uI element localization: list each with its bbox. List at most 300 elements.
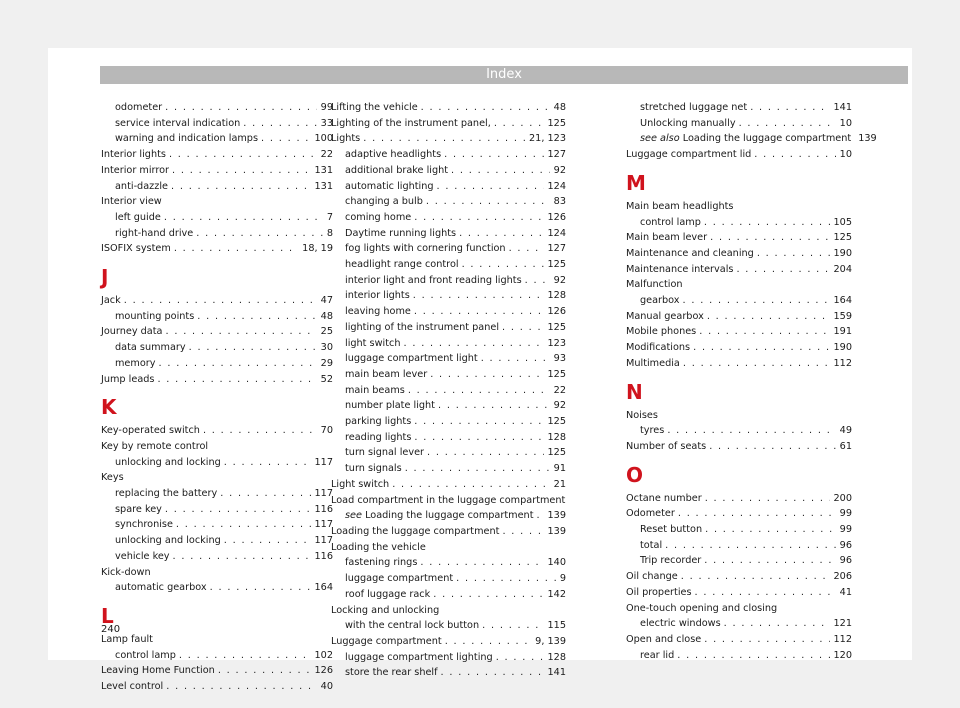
index-subentry xyxy=(626,616,852,632)
index-subentry xyxy=(101,309,333,325)
index-subentry xyxy=(331,241,566,257)
index-page-ref: 22 xyxy=(553,384,566,396)
index-entry-text: Journey data xyxy=(101,326,163,338)
index-subentry xyxy=(331,383,566,399)
index-page-ref: 139 xyxy=(547,525,566,537)
index-entry-text: Number of seats xyxy=(626,440,707,452)
dot-leader xyxy=(438,665,544,681)
index-page-ref: 125 xyxy=(547,321,566,333)
dot-leader xyxy=(163,679,316,695)
index-entry-text: stretched luggage net xyxy=(640,102,748,113)
index-page-ref: 99 xyxy=(839,508,852,520)
dot-leader xyxy=(194,309,316,325)
index-entry-text: Unlocking manually xyxy=(640,117,736,129)
index-subentry xyxy=(331,414,566,430)
index-entry-text: Lighting of the instrument panel, xyxy=(331,117,491,129)
index-entry-text: luggage compartment xyxy=(345,573,454,585)
index-subentry xyxy=(626,131,877,147)
index-entry-text: Modifications xyxy=(626,342,691,354)
dot-leader xyxy=(417,555,543,571)
index-topic: Locking and unlocking xyxy=(331,604,440,616)
index-subentry xyxy=(101,356,333,372)
dot-leader xyxy=(217,486,310,502)
index-entry-text: Lights xyxy=(331,133,361,145)
index-page-ref: 30 xyxy=(320,342,333,354)
index-page-ref: 48 xyxy=(553,102,566,113)
dot-leader xyxy=(435,398,550,414)
index-subentry xyxy=(331,555,566,571)
dot-leader xyxy=(751,147,835,163)
index-page-ref: 8 xyxy=(326,227,333,239)
index-page-ref: 112 xyxy=(833,357,852,369)
index-subentry xyxy=(101,100,333,116)
dot-leader xyxy=(680,356,830,372)
index-subentry xyxy=(331,179,566,195)
index-entry-text: luggage compartment light xyxy=(345,353,478,365)
index-entry xyxy=(626,324,852,340)
dot-leader xyxy=(702,522,836,538)
dot-leader xyxy=(706,439,835,455)
index-page-ref: 125 xyxy=(833,232,852,244)
index-page-ref: 21 xyxy=(553,478,566,490)
index-page-ref: 139 xyxy=(547,510,566,522)
index-entry-text: vehicle key xyxy=(115,550,170,562)
index-page-ref: 18, 19 xyxy=(302,243,333,255)
index-subentry xyxy=(331,445,566,461)
dot-leader xyxy=(360,131,525,147)
dot-leader xyxy=(186,340,317,356)
index-entry xyxy=(331,116,566,132)
dot-leader xyxy=(754,246,830,262)
dot-leader xyxy=(453,571,556,587)
index-page-ref: 25 xyxy=(320,326,333,338)
index-subentry xyxy=(101,131,333,147)
index-entry xyxy=(626,340,852,356)
dot-leader xyxy=(690,340,829,356)
index-page-ref: 102 xyxy=(314,649,333,661)
index-subentry xyxy=(331,320,566,336)
index-page-ref: 125 xyxy=(547,259,566,271)
index-entry-text: Loading the luggage compartment xyxy=(331,525,500,537)
index-column-3 xyxy=(626,100,877,663)
index-subentry xyxy=(101,533,333,549)
index-page-ref: 131 xyxy=(314,180,333,192)
index-entry xyxy=(626,356,852,372)
index-entry-text: Level control xyxy=(101,681,164,693)
dot-leader xyxy=(240,116,316,132)
index-subentry xyxy=(331,273,566,289)
index-entry xyxy=(101,241,333,257)
index-entry-text: changing a bulb xyxy=(345,196,423,208)
index-page-ref: 93 xyxy=(553,353,566,365)
index-entry-text: automatic lighting xyxy=(345,180,434,192)
index-entry xyxy=(626,569,852,585)
index-entry xyxy=(101,663,333,679)
index-entry xyxy=(331,131,566,147)
index-page-ref: 99 xyxy=(839,524,852,536)
dot-leader xyxy=(701,553,835,569)
dot-leader xyxy=(459,257,544,273)
index-entry-text: fastening rings xyxy=(345,557,418,569)
index-entry-text: Maintenance and cleaning xyxy=(626,247,754,259)
index-topic: Load compartment in the luggage compartment xyxy=(331,494,566,506)
index-page-ref: 125 xyxy=(547,447,566,459)
index-entry xyxy=(626,632,852,648)
dot-leader xyxy=(430,587,543,603)
dot-leader xyxy=(736,116,836,132)
index-entry-text: Luggage compartment lid xyxy=(626,149,752,161)
dot-leader xyxy=(747,100,829,116)
dot-leader xyxy=(389,477,549,493)
dot-leader xyxy=(479,618,543,634)
index-entry-text: Lifting the vehicle xyxy=(331,102,418,113)
index-subentry xyxy=(331,226,566,242)
index-page-ref: 141 xyxy=(547,667,566,679)
index-entry xyxy=(626,262,852,278)
index-page-ref: 91 xyxy=(553,463,566,475)
index-entry-text: Open and close xyxy=(626,633,702,645)
index-entry-text: Octane number xyxy=(626,492,702,504)
dot-leader xyxy=(215,663,311,679)
index-entry xyxy=(626,439,852,455)
index-topic: Interior view xyxy=(101,196,162,208)
index-topic: One-touch opening and closing xyxy=(626,602,778,614)
index-subentry xyxy=(331,665,566,681)
dot-leader xyxy=(534,508,544,524)
index-entry-text: right-hand drive xyxy=(115,227,194,239)
dot-leader xyxy=(162,502,311,518)
index-page-ref: 22 xyxy=(320,149,333,161)
dot-leader xyxy=(169,163,310,179)
dot-leader xyxy=(155,356,316,372)
dot-leader xyxy=(154,372,316,388)
index-page-ref: 200 xyxy=(833,492,852,504)
index-letter-heading: M xyxy=(626,170,646,195)
index-subentry xyxy=(626,538,852,554)
index-page-ref: 141 xyxy=(833,102,852,113)
index-entry xyxy=(331,100,566,116)
index-page-ref: 41 xyxy=(839,586,852,598)
dot-leader xyxy=(701,215,830,231)
index-page-ref: 105 xyxy=(833,216,852,228)
index-entry-text: leaving home xyxy=(345,306,411,318)
index-entry-text: adaptive headlights xyxy=(345,149,442,161)
index-page-ref: 33 xyxy=(320,117,333,129)
index-entry-text: Loading the luggage compartment xyxy=(682,133,852,145)
index-entry xyxy=(101,324,333,340)
index-entry xyxy=(626,230,852,246)
index-entry-text: automatic gearbox xyxy=(115,582,207,594)
dot-leader xyxy=(441,147,543,163)
dot-leader xyxy=(442,634,531,650)
index-page-ref: 125 xyxy=(547,368,566,380)
index-page-ref: 83 xyxy=(553,196,566,208)
index-letter-heading: O xyxy=(626,462,644,487)
dot-leader xyxy=(166,147,317,163)
index-topic: Keys xyxy=(101,472,124,484)
dot-leader xyxy=(171,241,298,257)
index-page-ref: 126 xyxy=(314,665,333,677)
index-entry xyxy=(331,524,566,540)
index-page-ref: 125 xyxy=(547,117,566,129)
dot-leader xyxy=(675,506,836,522)
index-topic: Malfunction xyxy=(626,279,683,291)
index-column-1 xyxy=(101,100,333,695)
dot-leader xyxy=(173,517,311,533)
dot-leader xyxy=(696,324,829,340)
index-page-ref: 70 xyxy=(320,425,333,437)
dot-leader xyxy=(162,324,316,340)
index-entry-text: electric windows xyxy=(640,618,721,630)
index-subentry xyxy=(331,257,566,273)
index-page-ref: 126 xyxy=(547,211,566,223)
dot-leader xyxy=(478,351,550,367)
dot-leader xyxy=(193,226,323,242)
dot-leader xyxy=(491,116,544,132)
index-entry xyxy=(331,634,566,650)
dot-leader xyxy=(170,549,311,565)
index-subentry xyxy=(331,163,566,179)
index-page-ref: 140 xyxy=(547,557,566,569)
dot-leader xyxy=(162,100,317,116)
index-subentry xyxy=(331,587,566,603)
index-page-ref: 112 xyxy=(833,633,852,645)
dot-leader xyxy=(733,262,829,278)
index-subentry xyxy=(626,293,852,309)
index-subentry xyxy=(101,455,333,471)
index-page-ref: 124 xyxy=(547,227,566,239)
index-entry-text: lighting of the instrument panel xyxy=(345,321,500,333)
index-entry xyxy=(626,147,852,163)
index-entry-text: gearbox xyxy=(640,295,680,307)
index-entry-text: reading lights xyxy=(345,431,412,443)
index-page-ref: 128 xyxy=(547,651,566,663)
index-entry-text: Interior lights xyxy=(101,149,166,161)
index-subentry xyxy=(331,336,566,352)
dot-leader xyxy=(704,309,830,325)
index-page-ref: 123 xyxy=(547,337,566,349)
dot-leader xyxy=(161,210,323,226)
index-entry-text: Light switch xyxy=(331,478,390,490)
index-page-ref: 139 xyxy=(858,133,877,145)
dot-leader xyxy=(493,650,544,666)
dot-leader xyxy=(411,210,543,226)
index-page-ref: 21, 123 xyxy=(529,133,566,145)
index-entry-text: synchronise xyxy=(115,519,173,531)
index-page-ref: 117 xyxy=(314,535,333,547)
index-entry-text: anti-dazzle xyxy=(115,180,168,192)
index-entry-text: main beams xyxy=(345,384,405,396)
dot-leader xyxy=(400,336,543,352)
dot-leader xyxy=(662,538,836,554)
index-page-ref: 47 xyxy=(320,295,333,307)
dot-leader xyxy=(721,616,830,632)
index-entry-text: ISOFIX system xyxy=(101,243,171,255)
dot-leader xyxy=(427,367,543,383)
index-entry-text: mounting points xyxy=(115,310,195,322)
index-subentry xyxy=(101,486,333,502)
index-page-ref: 121 xyxy=(833,618,852,630)
index-entry-text: parking lights xyxy=(345,416,412,428)
dot-leader xyxy=(522,273,550,289)
dot-leader xyxy=(418,100,550,116)
index-page-ref: 117 xyxy=(314,488,333,500)
index-letter-heading: K xyxy=(101,395,117,420)
index-entry-text: left guide xyxy=(115,211,161,223)
index-entry-text: service interval indication xyxy=(115,117,241,129)
index-subentry xyxy=(101,210,333,226)
index-entry-text: number plate light xyxy=(345,400,435,412)
index-page-ref: 100 xyxy=(314,133,333,145)
index-page-ref: 92 xyxy=(553,274,566,286)
index-page-ref: 92 xyxy=(553,400,566,412)
index-page-ref: 117 xyxy=(314,519,333,531)
index-entry-text: control lamp xyxy=(640,216,701,228)
index-entry-text: turn signals xyxy=(345,463,402,475)
dot-leader xyxy=(121,293,317,309)
index-subentry xyxy=(101,502,333,518)
index-page-ref: 29 xyxy=(320,357,333,369)
index-subentry xyxy=(101,549,333,565)
index-subentry xyxy=(331,508,566,524)
dot-leader xyxy=(678,569,830,585)
index-entry-text: Daytime running lights xyxy=(345,227,457,239)
index-page-ref: 7 xyxy=(326,211,333,223)
index-page-ref: 128 xyxy=(547,290,566,302)
dot-leader xyxy=(423,194,550,210)
dot-leader xyxy=(702,491,830,507)
index-entry-text: Loading the luggage compartment xyxy=(365,510,534,522)
index-entry-text: total xyxy=(640,539,663,551)
index-subentry xyxy=(331,304,566,320)
index-entry-text: Odometer xyxy=(626,508,675,520)
dot-leader xyxy=(168,179,311,195)
index-topic: Noises xyxy=(626,409,658,421)
index-subentry xyxy=(101,580,333,596)
index-page-ref: 128 xyxy=(547,431,566,443)
index-page-ref: 115 xyxy=(547,620,566,632)
index-entry-text: fog lights with cornering function xyxy=(345,243,506,255)
index-page-ref: 206 xyxy=(833,571,852,583)
index-entry xyxy=(626,246,852,262)
dot-leader xyxy=(664,423,835,439)
index-entry xyxy=(101,372,333,388)
index-page-ref: 49 xyxy=(839,425,852,437)
index-subentry xyxy=(626,522,852,538)
index-entry-text: Trip recorder xyxy=(640,555,702,567)
index-subentry xyxy=(101,517,333,533)
dot-leader xyxy=(411,304,544,320)
index-entry-text: Multimedia xyxy=(626,357,680,369)
dot-leader xyxy=(402,461,550,477)
index-entry-text: warning and indication lamps xyxy=(115,133,259,145)
dot-leader xyxy=(221,533,311,549)
see-reference: see also xyxy=(640,133,680,145)
index-page xyxy=(48,48,912,693)
dot-leader xyxy=(692,585,836,601)
index-entry-text: light switch xyxy=(345,337,401,349)
index-page-ref: 127 xyxy=(547,149,566,161)
index-entry-text: memory xyxy=(115,357,156,369)
index-entry xyxy=(626,506,852,522)
index-letter-heading: L xyxy=(101,603,114,628)
index-subentry xyxy=(626,116,852,132)
index-entry xyxy=(626,309,852,325)
index-entry-text: Luggage compartment xyxy=(331,635,442,647)
index-entry xyxy=(101,163,333,179)
index-subentry xyxy=(331,398,566,414)
index-entry-text: Oil properties xyxy=(626,586,692,598)
index-page-ref: 9, 139 xyxy=(535,635,566,647)
index-subentry xyxy=(626,100,852,116)
index-topic: Main beam headlights xyxy=(626,200,734,212)
index-entry-text: Mobile phones xyxy=(626,326,697,338)
dot-leader xyxy=(258,131,310,147)
index-entry-text: additional brake light xyxy=(345,164,449,176)
index-page-ref: 164 xyxy=(314,582,333,594)
index-entry-text: Main beam lever xyxy=(626,232,708,244)
dot-leader xyxy=(701,632,829,648)
index-entry-text: coming home xyxy=(345,211,412,223)
index-page-ref: 9 xyxy=(559,573,566,585)
index-page-ref: 127 xyxy=(547,243,566,255)
index-letter-heading: N xyxy=(626,379,643,404)
index-entry-text: Leaving Home Function xyxy=(101,665,215,677)
dot-leader xyxy=(456,226,543,242)
dot-leader xyxy=(221,455,311,471)
index-page-ref: 10 xyxy=(839,149,852,161)
index-subentry xyxy=(101,648,333,664)
index-page-ref: 48 xyxy=(320,310,333,322)
index-page-ref: 117 xyxy=(314,456,333,468)
index-subentry xyxy=(626,215,852,231)
index-entry-text: turn signal lever xyxy=(345,447,425,459)
index-entry-text: headlight range control xyxy=(345,259,459,271)
dot-leader xyxy=(405,383,550,399)
dot-leader xyxy=(176,648,311,664)
index-page-ref: 191 xyxy=(833,326,852,338)
index-page-ref: 190 xyxy=(833,247,852,259)
index-entry-text: unlocking and locking xyxy=(115,456,221,468)
index-entry xyxy=(101,423,333,439)
index-page-ref: 10 xyxy=(839,117,852,129)
index-subentry xyxy=(101,179,333,195)
dot-leader xyxy=(674,648,829,664)
dot-leader xyxy=(506,241,544,257)
index-subentry xyxy=(331,147,566,163)
dot-leader xyxy=(410,288,544,304)
index-entry-text: unlocking and locking xyxy=(115,535,221,547)
index-entry-text: odometer xyxy=(115,102,163,113)
index-entry-text: Interior mirror xyxy=(101,164,170,176)
index-entry-text: spare key xyxy=(115,503,162,515)
index-subentry xyxy=(101,116,333,132)
index-entry xyxy=(626,491,852,507)
index-entry-text: Jump leads xyxy=(101,373,155,385)
dot-leader xyxy=(200,423,317,439)
index-subentry xyxy=(626,553,852,569)
index-entry-text: store the rear shelf xyxy=(345,667,438,679)
dot-leader xyxy=(207,580,311,596)
index-entry xyxy=(101,679,333,695)
index-page-ref: 142 xyxy=(547,588,566,600)
index-page-ref: 61 xyxy=(839,440,852,452)
index-page-ref: 159 xyxy=(833,310,852,322)
index-entry-text: Maintenance intervals xyxy=(626,263,734,275)
dot-leader xyxy=(680,293,830,309)
index-entry-text: roof luggage rack xyxy=(345,588,431,600)
dot-leader xyxy=(448,163,550,179)
